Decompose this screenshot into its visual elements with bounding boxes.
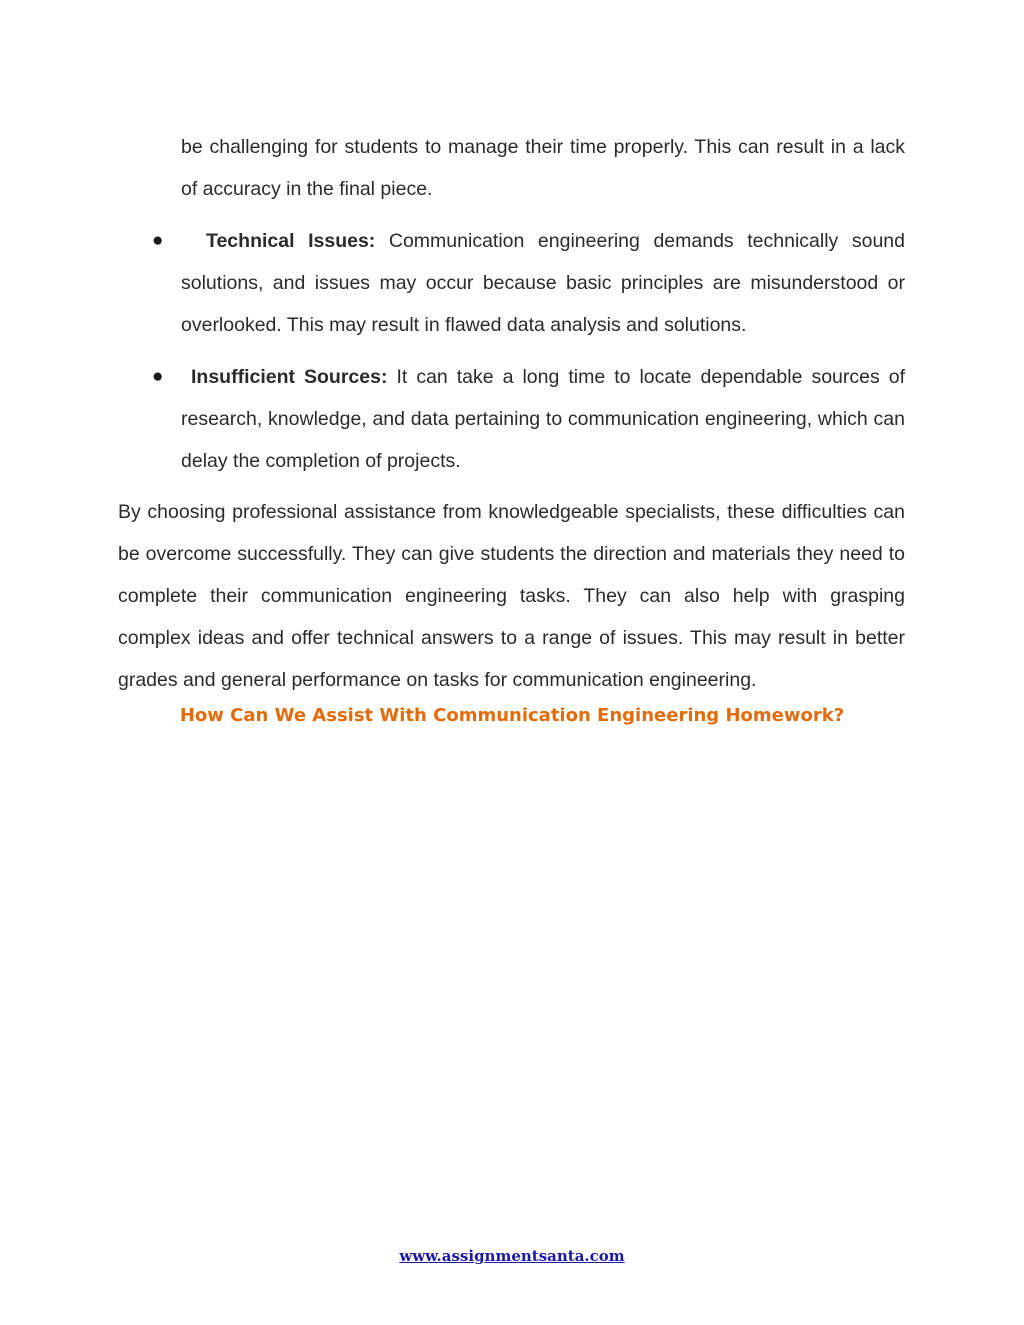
closing-paragraph: By choosing professional assistance from knowledgeable specialists, these difficulties can be overcome successfully. They can give students the direction and materials they need to complete their communication engineering tasks. They can also help with grasping complex ideas and offer technical answers to a range of issues. This may result in better grades and general performance on tasks for communication engineering. (118, 501, 905, 691)
bullet-term: Insufficient Sources: (191, 366, 388, 388)
page-footer (0, 1247, 1024, 1266)
bullet-description: It can take a long time to locate dependable sources of research, knowledge, and data pertaining to communication engineering, which can delay the completion of projects. (181, 366, 905, 472)
bullet-text (181, 220, 905, 346)
bullet-marker: ● (152, 230, 164, 251)
bullet-description: Communication engineering demands technically sound solutions, and issues may occur because basic principles are misunderstood or overlooked. This may result in flawed data analysis and solutions. (181, 230, 906, 336)
bullet-term: Technical Issues: (206, 230, 376, 252)
section-heading: How Can We Assist With Communication Engineering Homework? (179, 705, 845, 726)
continued-paragraph: be challenging for students to manage their time properly. This can result in a lack of accuracy in the final piece. (181, 136, 905, 200)
footer-website-link[interactable]: www.assignmentsanta.com (399, 1247, 625, 1265)
bullet-text (181, 356, 905, 482)
bullet-marker: ● (152, 366, 164, 387)
